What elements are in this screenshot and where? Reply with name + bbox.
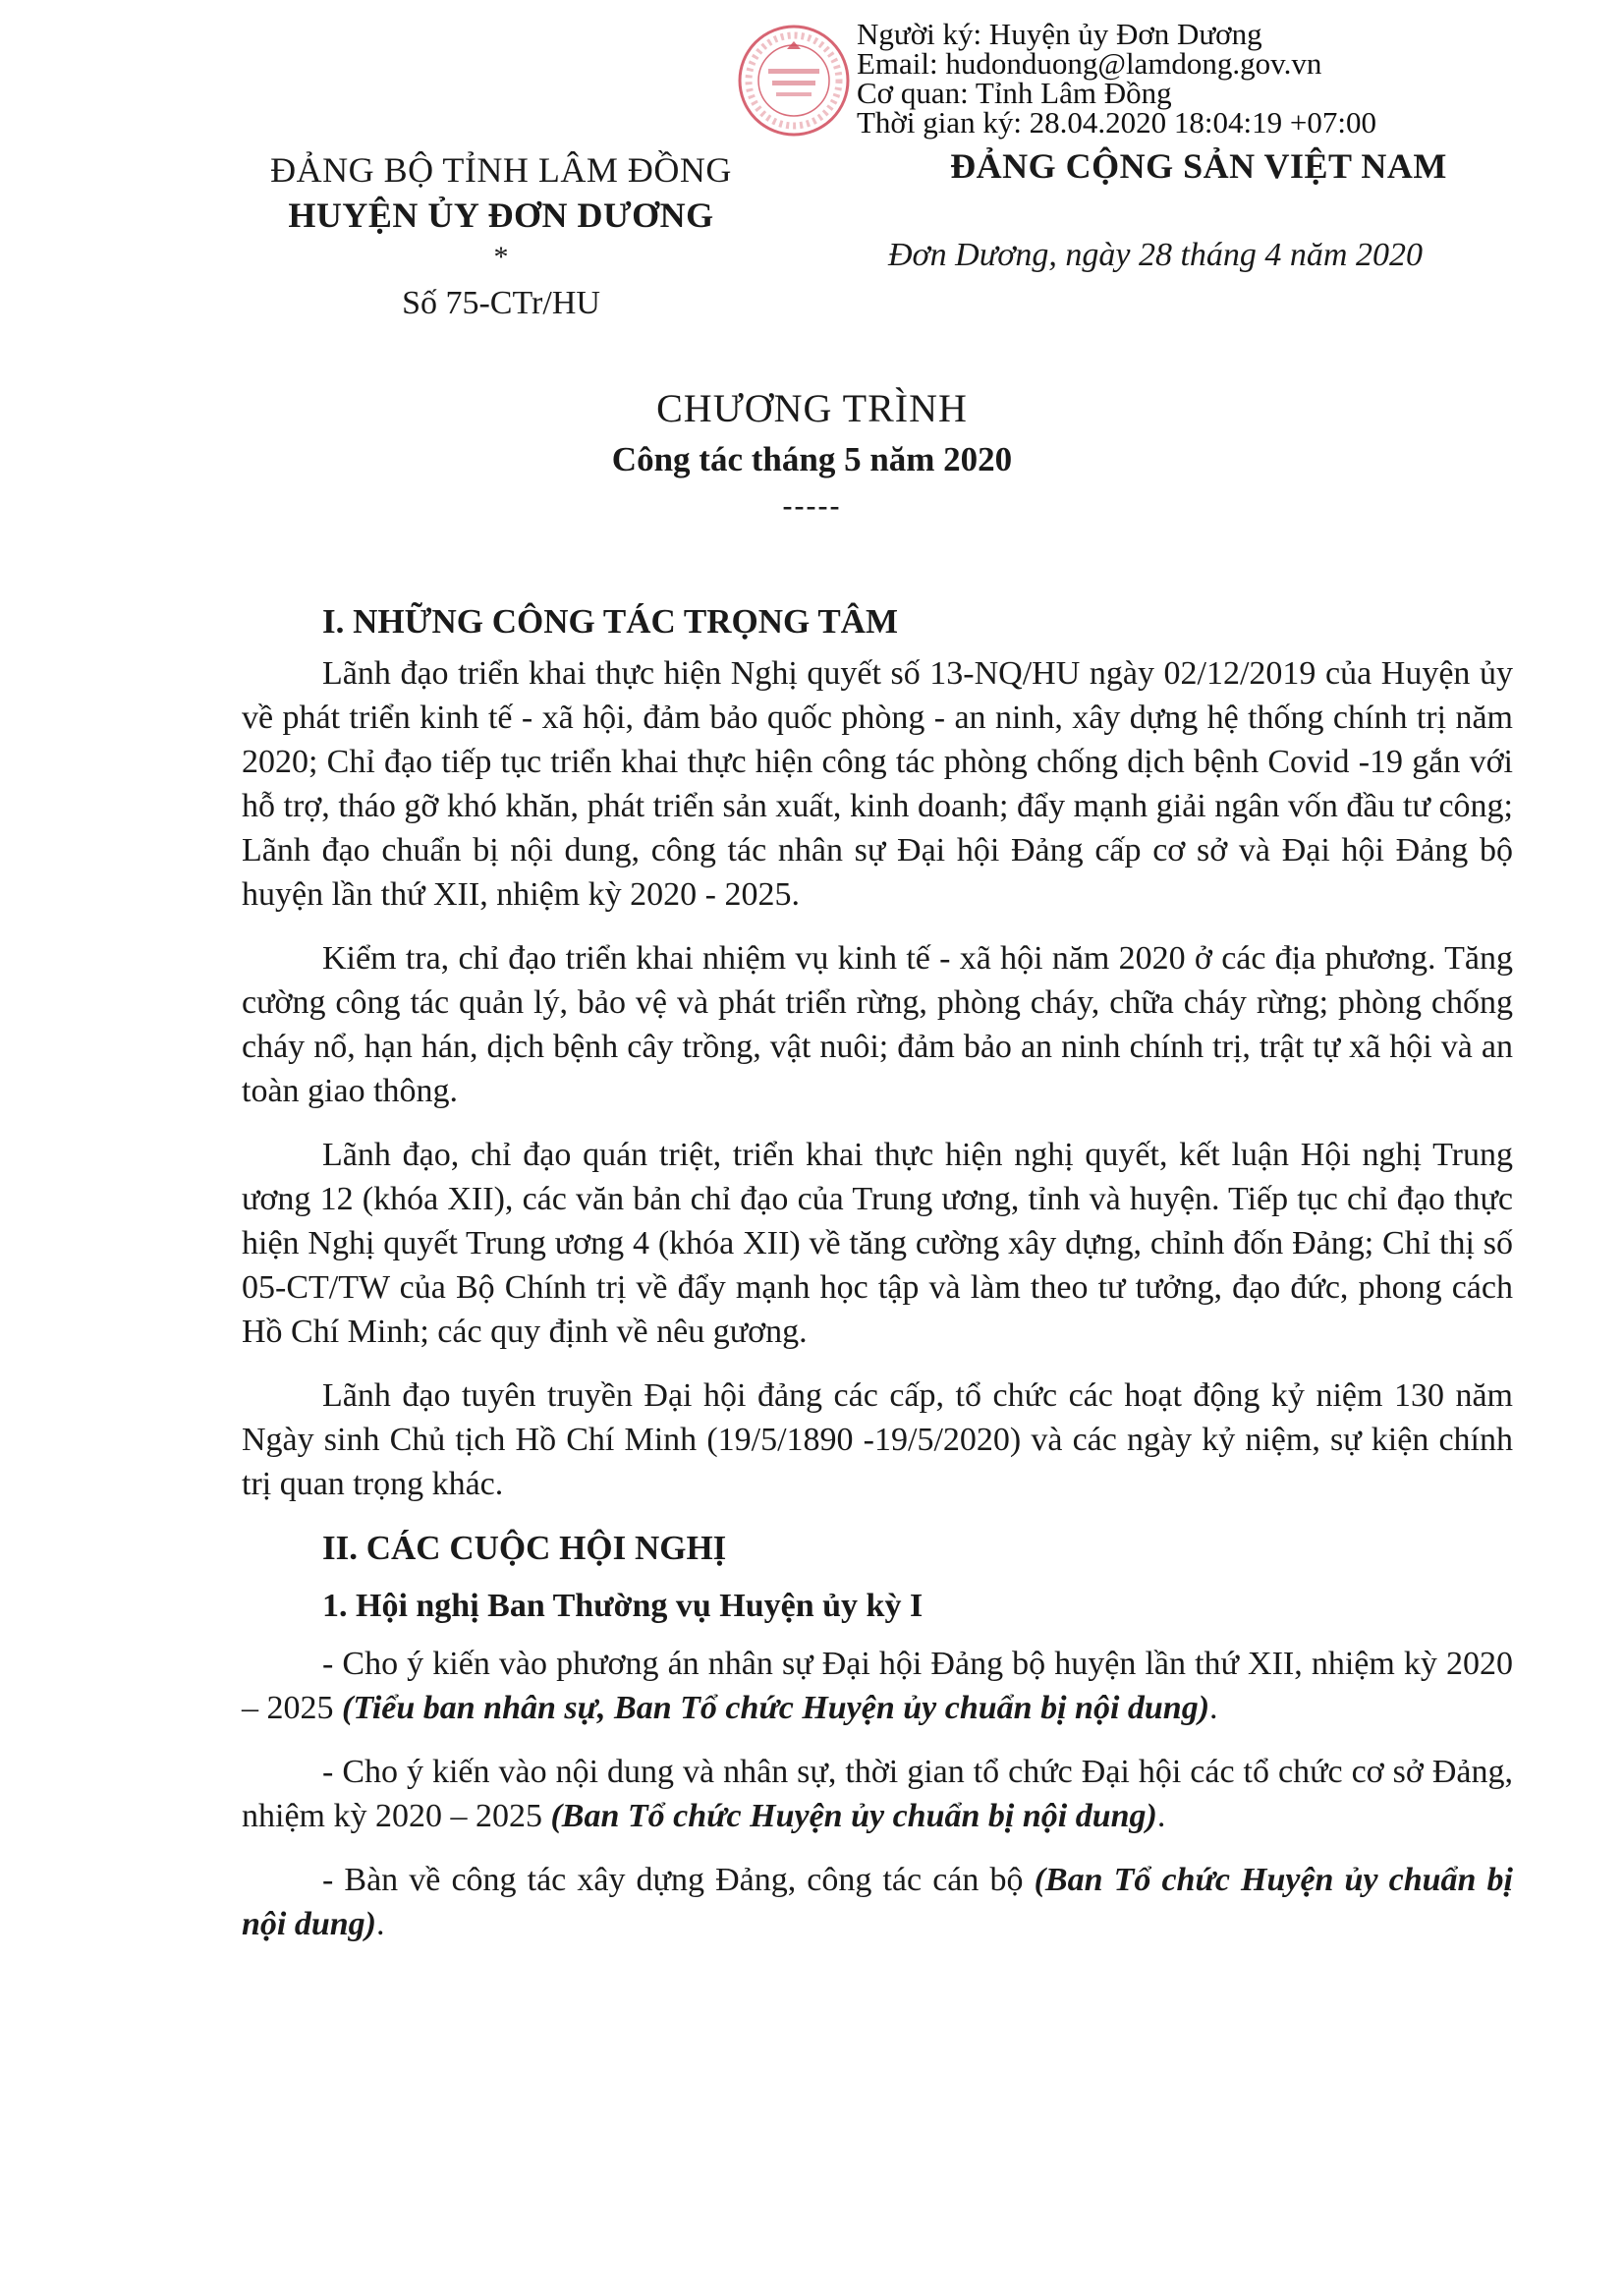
conference-item-3-text: - Bàn về công tác xây dựng Đảng, công tác cán bộ <box>322 1862 1035 1898</box>
conference-item-3 <box>242 1858 1513 1946</box>
subsection-1-heading: 1. Hội nghị Ban Thường vụ Huyện ủy kỳ I <box>322 1588 924 1624</box>
party-name: ĐẢNG CỘNG SẢN VIỆT NAM <box>950 146 1447 186</box>
section-1-paragraph-3: Lãnh đạo, chỉ đạo quán triệt, triển khai thực hiện nghị quyết, kết luận Hội nghị Trung ương 12 (khóa XII), các văn bản chỉ đạo của Trung ương, tỉnh và huyện. Tiếp tục chỉ đạo thực hiện Nghị quyết Trung ương 4 (khóa XII) về tăng cường xây dựng, chỉnh đốn Đảng; Chỉ thị số 05-CT/TW của Bộ Chính trị về đẩy mạnh học tập và làm theo tư tưởng, đạo đức, phong cách Hồ Chí Minh; các quy định về nêu gương. <box>242 1137 1513 1350</box>
section-1-heading: I. NHỮNG CÔNG TÁC TRỌNG TÂM <box>322 602 898 641</box>
conference-item-2 <box>242 1750 1513 1838</box>
section-1-paragraph-4: Lãnh đạo tuyên truyền Đại hội đảng các cấp, tổ chức các hoạt động kỷ niệm 130 năm Ngày sinh Chủ tịch Hồ Chí Minh (19/5/1890 -19/5/2020) và các ngày kỷ niệm, sự kiện chính trị quan trọng khác. <box>242 1377 1513 1502</box>
conference-item-1-text: - Cho ý kiến vào phương án nhân sự Đại hội Đảng bộ huyện lần thứ XII, nhiệm kỳ 2020 – 2025 <box>242 1646 1513 1726</box>
document-number: Số 75-CTr/HU <box>402 285 600 321</box>
party-header <box>865 143 1533 277</box>
issuer-star: * <box>493 241 509 273</box>
signature-time: Thời gian ký: 28.04.2020 18:04:19 +07:00 <box>857 105 1376 140</box>
item-period: . <box>1209 1690 1218 1726</box>
conference-item-1-note: (Tiểu ban nhân sự, Ban Tổ chức Huyện ủy chuẩn bị nội dung) <box>342 1690 1210 1726</box>
item-period: . <box>1156 1798 1166 1834</box>
conference-item-3-note: (Ban Tổ chức Huyện ủy chuẩn bị nội dung) <box>242 1862 1514 1942</box>
section-1-paragraph-1: Lãnh đạo triển khai thực hiện Nghị quyết số 13-NQ/HU ngày 02/12/2019 của Huyện ủy về phát triển kinh tế - xã hội, đảm bảo quốc phòng - an ninh, xây dựng hệ thống chính trị năm 2020; Chỉ đạo tiếp tục triển khai thực hiện công tác phòng chống dịch bệnh Covid -19 gắn với hỗ trợ, tháo gỡ khó khăn, phát triển sản xuất, kinh doanh; đẩy mạnh giải ngân vốn đầu tư công; Lãnh đạo chuẩn bị nội dung, công tác nhân sự Đại hội Đảng cấp cơ sở và Đại hội Đảng bộ huyện lần thứ XII, nhiệm kỳ 2020 - 2025. <box>242 655 1513 913</box>
title-sub: Công tác tháng 5 năm 2020 <box>611 440 1013 478</box>
title-divider: ----- <box>782 489 842 522</box>
conference-item-2-note: (Ban Tổ chức Huyện ủy chuẩn bị nội dung) <box>550 1798 1157 1834</box>
item-period: . <box>376 1906 385 1942</box>
signature-email: Email: hudonduong@lamdong.gov.vn <box>857 46 1322 81</box>
issuer-parent: ĐẢNG BỘ TỈNH LÂM ĐỒNG <box>270 150 732 190</box>
signature-signer: Người ký: Huyện ủy Đơn Dương <box>857 17 1262 51</box>
section-2-heading: II. CÁC CUỘC HỘI NGHỊ <box>322 1529 727 1567</box>
signature-agency: Cơ quan: Tỉnh Lâm Đồng <box>857 76 1172 110</box>
date-line: Đơn Dương, ngày 28 tháng 4 năm 2020 <box>887 237 1423 273</box>
title-main: CHƯƠNG TRÌNH <box>656 386 968 430</box>
conference-item-2-text: - Cho ý kiến vào nội dung và nhân sự, thời gian tổ chức Đại hội các tổ chức cơ sở Đảng, nhiệm kỳ 2020 – 2025 <box>242 1754 1513 1834</box>
conference-item-1 <box>242 1642 1513 1730</box>
party-seal-icon <box>735 22 853 140</box>
digital-signature-block <box>857 17 1525 140</box>
issuer-header <box>236 147 766 324</box>
document-body <box>242 599 1513 1966</box>
section-1-paragraph-2: Kiểm tra, chỉ đạo triển khai nhiệm vụ kinh tế - xã hội năm 2020 ở các địa phương. Tăng cường công tác quản lý, bảo vệ và phát triển rừng, phòng cháy, chữa cháy rừng; phòng chống cháy nổ, hạn hán, dịch bệnh cây trồng, vật nuôi; đảm bảo an ninh chính trị, trật tự xã hội và an toàn giao thông. <box>242 940 1513 1109</box>
issuer-name: HUYỆN ỦY ĐƠN DƯƠNG <box>288 196 714 235</box>
